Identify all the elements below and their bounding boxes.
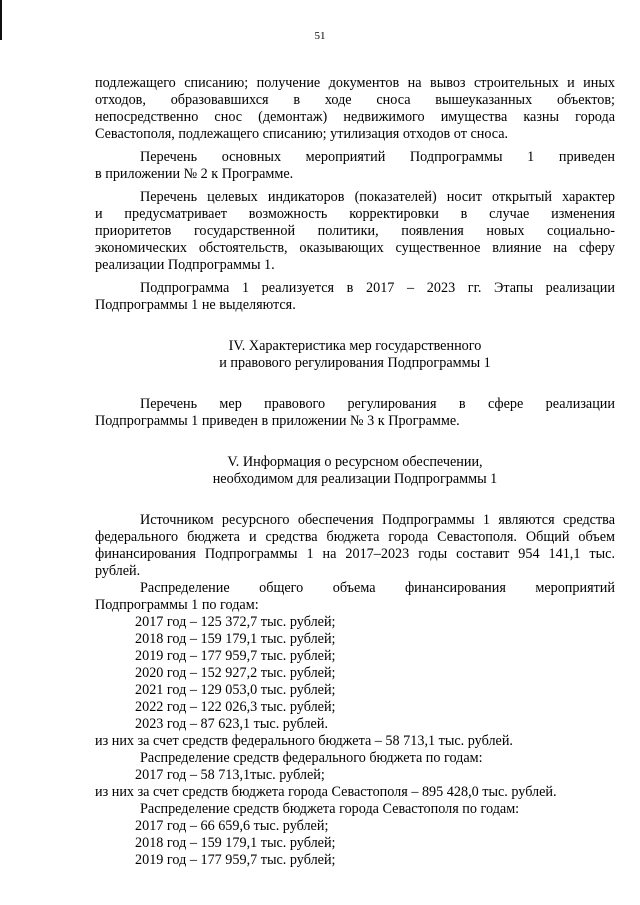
text-line: приоритетов государственной политики, появления новых социально- — [95, 223, 615, 239]
list-item: 2019 год – 177 959,7 тыс. рублей; — [135, 852, 336, 868]
total-by-year-list — [95, 614, 615, 733]
city-by-year-list — [95, 818, 615, 869]
city-budget-line: из них за счет средств бюджета города Севастополя – 895 428,0 тыс. рублей. — [95, 784, 557, 800]
list-item: 2019 год – 177 959,7 тыс. рублей; — [135, 648, 336, 664]
document-body — [95, 75, 615, 869]
list-item: 2021 год – 129 053,0 тыс. рублей; — [135, 682, 336, 698]
section-heading-iv — [95, 338, 615, 372]
list-item: 2017 год – 125 372,7 тыс. рублей; — [135, 614, 336, 630]
text-line: Перечень целевых индикаторов (показателей) носит открытый характер — [140, 189, 615, 205]
paragraph-implementation-period — [95, 280, 615, 314]
section-heading-v — [95, 454, 615, 488]
city-distribution-title: Распределение средств бюджета города Севастополя по годам: — [140, 801, 520, 817]
page-number: 51 — [314, 30, 326, 42]
text-line: Подпрограммы 1 не выделяются. — [95, 297, 296, 313]
list-item: 2022 год – 122 026,3 тыс. рублей; — [135, 699, 336, 715]
text-line: в приложении № 2 к Программе. — [95, 166, 294, 182]
list-item: 2018 год – 159 179,1 тыс. рублей; — [135, 835, 336, 851]
text-line: рублей. — [95, 563, 141, 579]
text-line: подлежащего списанию; получение документов на вывоз строительных и иных — [95, 75, 615, 91]
text-line: и предусматривает возможность корректировки в случае изменения — [95, 206, 615, 222]
federal-distribution-title: Распределение средств федерального бюджета по годам: — [140, 750, 483, 766]
heading-line: и правового регулирования Подпрограммы 1 — [219, 355, 491, 371]
text-line: Подпрограмма 1 реализуется в 2017 – 2023 гг. Этапы реализации — [140, 280, 615, 296]
text-line: отходов, образовавшихся в ходе сноса вышеуказанных объектов; — [95, 92, 615, 108]
federal-by-year-list — [95, 767, 615, 784]
text-line: Перечень основных мероприятий Подпрограммы 1 приведен — [140, 149, 615, 165]
text-line: Распределение общего объема финансирования мероприятий — [140, 580, 615, 596]
paragraph-activities-list — [95, 149, 615, 183]
list-item: 2017 год – 66 659,6 тыс. рублей; — [135, 818, 329, 834]
text-line: финансирования Подпрограммы 1 на 2017–2023 годы составит 954 141,1 тыс. — [95, 546, 615, 562]
text-line: непосредственно снос (демонтаж) недвижимого имущества казны города — [95, 109, 615, 125]
text-line: федерального бюджета и средства бюджета города Севастополя. Общий объем — [95, 529, 615, 545]
heading-line: необходимом для реализации Подпрограммы 1 — [212, 471, 498, 487]
text-line: Перечень мер правового регулирования в сфере реализации — [140, 396, 615, 412]
list-item: 2018 год – 159 179,1 тыс. рублей; — [135, 631, 336, 647]
text-line: Подпрограммы 1 приведен в приложении № 3 к Программе. — [95, 413, 460, 429]
list-item: 2017 год – 58 713,1тыс. рублей; — [135, 767, 325, 783]
paragraph-funding-sources — [95, 512, 615, 580]
paragraph-demolition — [95, 75, 615, 143]
text-line: Подпрограммы 1 по годам: — [95, 597, 259, 613]
list-item: 2020 год – 152 927,2 тыс. рублей; — [135, 665, 336, 681]
list-item: 2023 год – 87 623,1 тыс. рублей. — [135, 716, 328, 732]
heading-line: V. Информация о ресурсном обеспечении, — [227, 454, 483, 470]
heading-line: IV. Характеристика мер государственного — [228, 338, 482, 354]
text-line: Источником ресурсного обеспечения Подпрограммы 1 являются средства — [140, 512, 615, 528]
paragraph-total-distribution — [95, 580, 615, 614]
federal-budget-line: из них за счет средств федерального бюджета – 58 713,1 тыс. рублей. — [95, 733, 513, 749]
text-line: Севастополя, подлежащего списанию; утилизация отходов от сноса. — [95, 126, 509, 142]
text-line: экономических обстоятельств, оказывающих существенное влияние на сферу — [95, 240, 615, 256]
paragraph-indicators — [95, 189, 615, 274]
text-line: реализации Подпрограммы 1. — [95, 257, 275, 273]
paragraph-legal-regulation — [95, 396, 615, 430]
